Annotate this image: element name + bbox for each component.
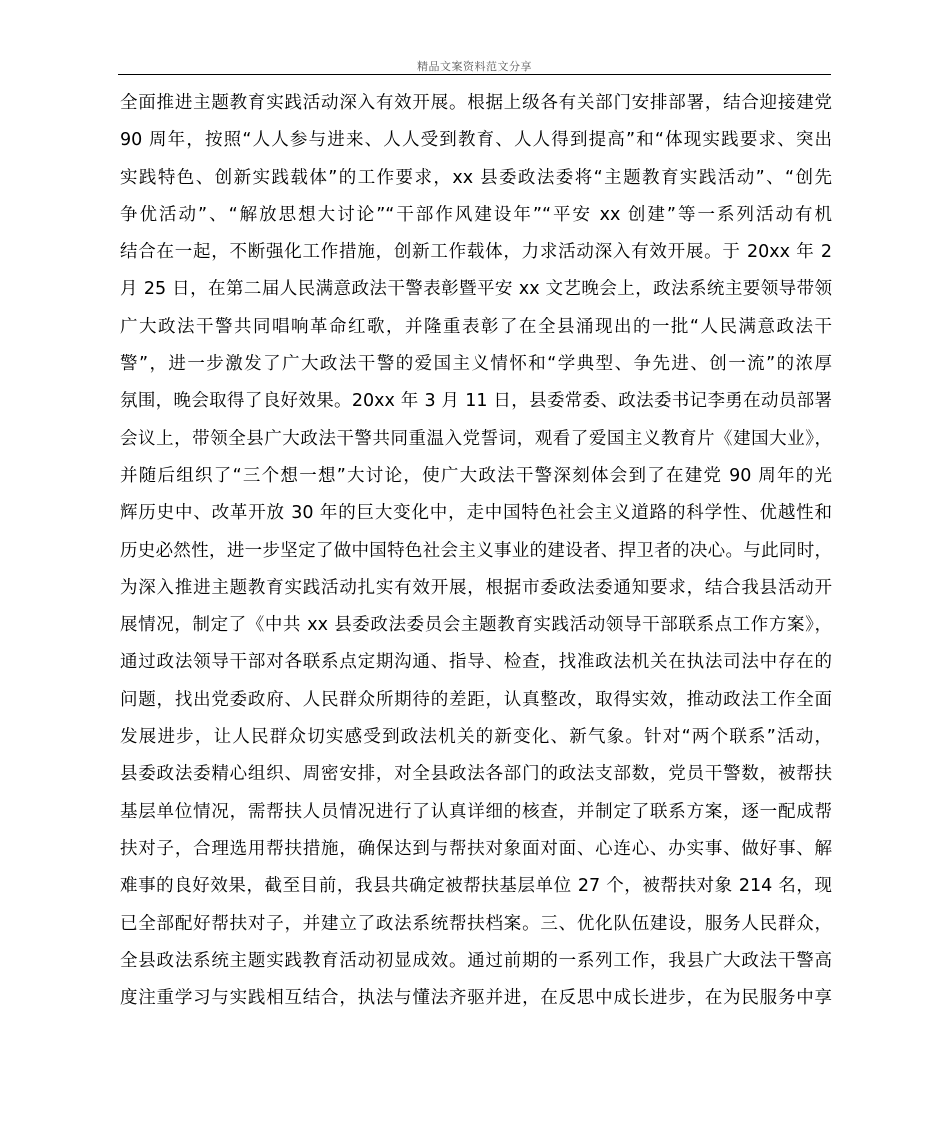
text-line: 发展进步，让人民群众切实感受到政法机关的新变化、新气象。针对“两个联系”活动， xyxy=(120,727,832,748)
text-line: 历史必然性，进一步坚定了做中国特色社会主义事业的建设者、捍卫者的决心。与此同时， xyxy=(120,540,832,561)
text-line: 广大政法干警共同唱响革命红歌，并隆重表彰了在全县涌现出的一批“人民满意政法干 xyxy=(120,316,832,337)
text-line: 基层单位情况，需帮扶人员情况进行了认真详细的核查，并制定了联系方案，逐一配成帮 xyxy=(120,801,832,822)
text-line: 为深入推进主题教育实践活动扎实有效开展，根据市委政法委通知要求，结合我县活动开 xyxy=(120,577,832,598)
text-line: 结合在一起，不断强化工作措施，创新工作载体，力求活动深入有效开展。于 20xx 年 2 xyxy=(120,242,832,263)
text-line: 会议上，带领全县广大政法干警共同重温入党誓词，观看了爱国主义教育片《建国大业》， xyxy=(120,428,832,449)
text-line: 氛围，晚会取得了良好效果。20xx 年 3 月 11 日，县委常委、政法委书记李勇在动员部署 xyxy=(120,391,832,412)
text-line: 通过政法领导干部对各联系点定期沟通、指导、检查，找准政法机关在执法司法中存在的 xyxy=(120,652,832,673)
text-line: 全面推进主题教育实践活动深入有效开展。根据上级各有关部门安排部署，结合迎接建党 xyxy=(120,93,832,113)
text-line: 已全部配好帮扶对子，并建立了政法系统帮扶档案。三、优化队伍建设，服务人民群众， xyxy=(120,913,832,934)
text-line: 并随后组织了“三个想一想”大讨论，使广大政法干警深刻体会到了在建党 90 周年的光 xyxy=(120,465,832,486)
text-line: 难事的良好效果，截至目前，我县共确定被帮扶基层单位 27 个，被帮扶对象 214 名，现 xyxy=(120,876,832,897)
text-line: 度注重学习与实践相互结合，执法与懂法齐驱并进，在反思中成长进步，在为民服务中享 xyxy=(120,988,832,1009)
text-line: 县委政法委精心组织、周密安排，对全县政法各部门的政法支部数，党员干警数，被帮扶 xyxy=(120,764,832,785)
header-divider xyxy=(118,74,831,75)
text-line: 争优活动”、“解放思想大讨论”“干部作风建设年”“平安 xx 创建”等一系列活动有机 xyxy=(120,204,832,225)
text-line: 警”，进一步激发了广大政法干警的爱国主义情怀和“学典型、争先进、创一流”的浓厚 xyxy=(120,354,832,375)
text-line: 实践特色、创新实践载体”的工作要求，xx 县委政法委将“主题教育实践活动”、“创先 xyxy=(120,167,832,188)
text-line: 问题，找出党委政府、人民群众所期待的差距，认真整改，取得实效，推动政法工作全面 xyxy=(120,689,832,710)
text-line: 90 周年，按照“人人参与进来、人人受到教育、人人得到提高”和“体现实践要求、突出 xyxy=(120,130,832,151)
text-line: 展情况，制定了《中共 xx 县委政法委员会主题教育实践活动领导干部联系点工作方案》， xyxy=(120,615,832,636)
text-line: 辉历史中、改革开放 30 年的巨大变化中，走中国特色社会主义道路的科学性、优越性和 xyxy=(120,503,832,524)
text-line: 扶对子，合理选用帮扶措施，确保达到与帮扶对象面对面、心连心、办实事、做好事、解 xyxy=(120,838,832,859)
text-line: 全县政法系统主题实践教育活动初显成效。通过前期的一系列工作，我县广大政法干警高 xyxy=(120,950,832,971)
text-line: 月 25 日，在第二届人民满意政法干警表彰暨平安 xx 文艺晚会上，政法系统主要领导带领 xyxy=(120,279,832,300)
body-paragraph xyxy=(120,85,832,1017)
page-header: 精品文案资料范文分享 xyxy=(417,60,532,73)
